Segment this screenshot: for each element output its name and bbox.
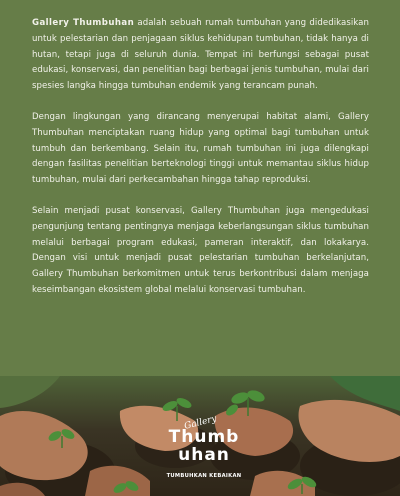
gallery-thumbuhan-logo <box>156 414 252 486</box>
habitat-paragraph: Dengan lingkungan yang dirancang menyerupai habitat alami, Gallery Thumbuhan menciptakan ruang hidup yang optimal bagi tumbuhan untuk tumbuh dan berkembang. Selain itu, rumah tumbuhan ini juga dilengkapi dengan fasilitas penelitian berteknologi tinggi untuk memantau siklus hidup tumbuhan, mulai dari perkecambahan hingga tahap reproduksi. <box>32 111 369 186</box>
logo-word-line1: Thumb <box>168 427 240 447</box>
logo-word-line2: uhan <box>178 445 230 465</box>
intro-text: adalah sebuah rumah tumbuhan yang didedikasikan untuk pelestarian dan penjagaan siklus kehidupan tumbuhan, tidak hanya di hutan, tetapi juga di seluruh dunia. Tempat ini berfungsi sebagai pusat edukasi, konservasi, dan penelitian bagi berbagai jenis tumbuhan, mulai dari spesies langka hingga tumbuhan endemik yang terancam punah. <box>32 18 369 92</box>
logo-script: Gallery <box>183 414 218 432</box>
logo-tagline: TUMBUHKAN KEBAIKAN <box>166 473 242 479</box>
article-body <box>32 16 369 314</box>
intro-paragraph <box>32 16 369 95</box>
brand-name: Gallery Thumbuhan <box>32 18 135 28</box>
logo-wordmark <box>156 428 252 464</box>
conservation-paragraph: Selain menjadi pusat konservasi, Gallery Thumbuhan juga mengedukasi pengunjung tentang pentingnya menjaga keberlangsungan siklus tumbuhan melalui berbagai program edukasi, pameran interaktif, dan lokakarya. Dengan visi untuk menjadi pusat pelestarian tumbuhan berkelanjutan, Gallery Thumbuhan berkomitmen untuk terus berkontribusi dalam menjaga keseimbangan ekosistem global melalui konservasi tumbuhan. <box>32 205 369 295</box>
